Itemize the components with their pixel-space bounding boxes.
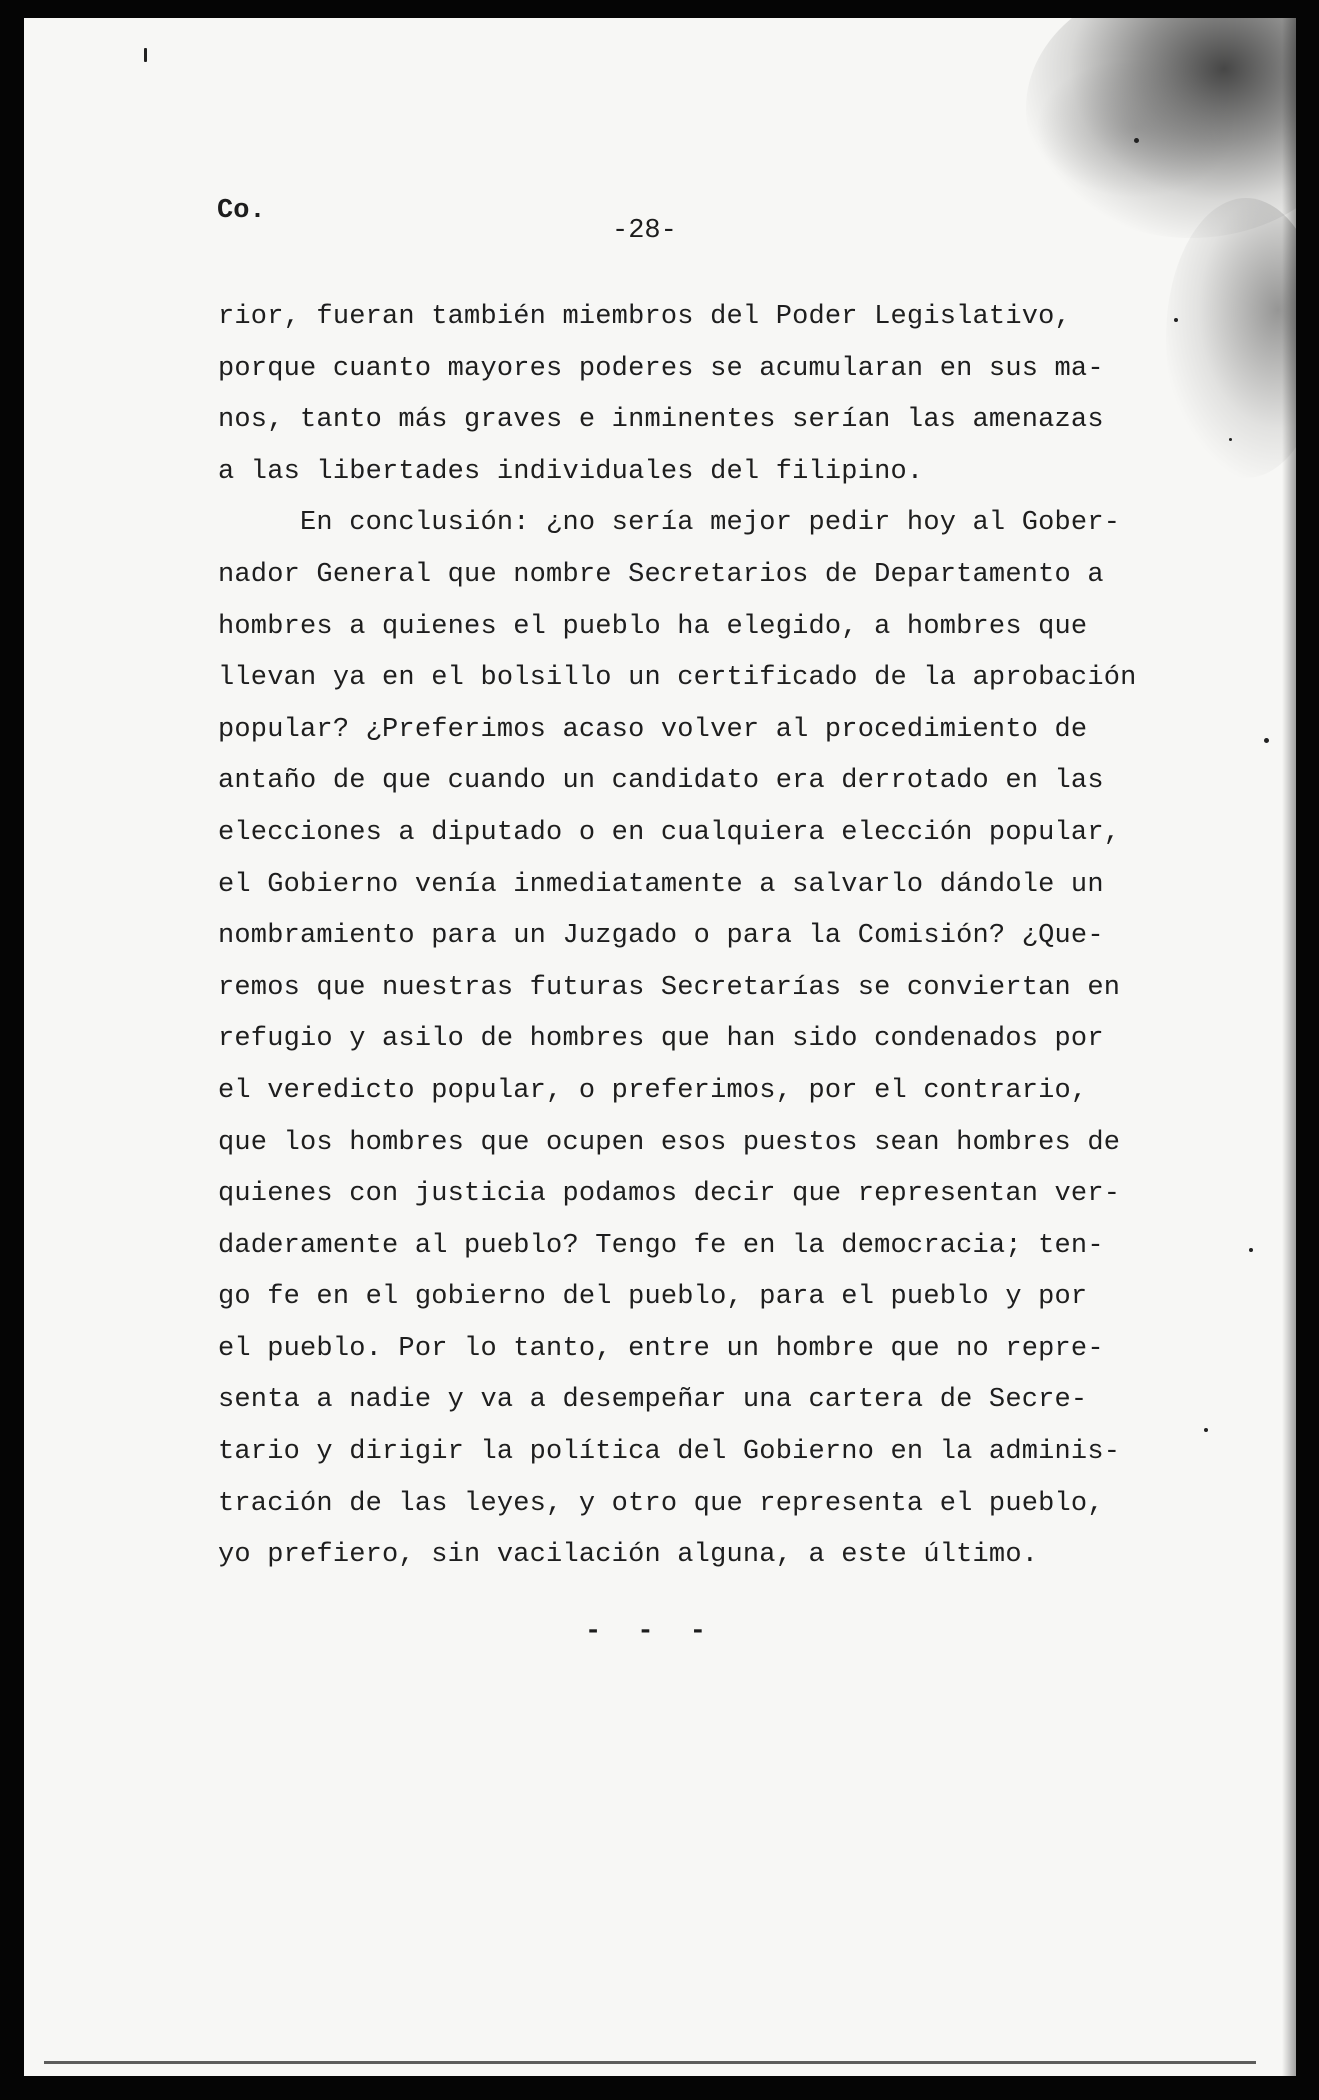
text-line: el veredicto popular, o preferimos, por el contrario, [218,1075,1088,1106]
text-line: elecciones a diputado o en cualquiera elección popular, [218,817,1121,848]
text-line: rior, fueran también miembros del Poder Legislativo, [218,302,1071,332]
text-line: remos que nuestras futuras Secretarías se conviertan en [218,972,1121,1003]
text-line: que los hombres que ocupen esos puestos sean hombres de [218,1127,1121,1158]
text-line: llevan ya en el bolsillo un certificado de la aprobación [218,663,1137,694]
text-line: tración de las leyes, y otro que representa el pueblo, [218,1488,1104,1519]
ink-speck [1134,138,1139,143]
text-line: popular? ¿Preferimos acaso volver al procedimiento de [218,714,1088,745]
ink-speck [144,48,147,62]
ink-speck [1204,1428,1208,1432]
page-number: -28- [612,216,677,246]
body-text [218,292,1198,1582]
ink-speck [1229,438,1232,441]
text-line: senta a nadie y va a desempeñar una cartera de Secre- [218,1385,1088,1416]
closing-mark: - - - [585,1617,717,1647]
text-line: porque cuanto mayores poderes se acumularan en sus ma- [218,353,1104,384]
corner-mark: Co. [217,196,266,226]
ink-speck [1264,738,1269,743]
text-line: yo prefiero, sin vacilación alguna, a este último. [218,1540,1039,1571]
text-line: refugio y asilo de hombres que han sido condenados por [218,1024,1104,1055]
text-line: tario y dirigir la política del Gobierno en la adminis- [218,1437,1121,1468]
text-line: En conclusión: ¿no sería mejor pedir hoy al Gober- [218,508,1121,539]
text-line: go fe en el gobierno del pueblo, para el pueblo y por [218,1282,1088,1313]
text-line: el pueblo. Por lo tanto, entre un hombre que no repre- [218,1333,1104,1364]
page-header [217,196,1197,246]
page-edge-shadow [1282,18,1296,2076]
text-line: hombres a quienes el pueblo ha elegido, a hombres que [218,611,1088,642]
text-line: el Gobierno venía inmediatamente a salvarlo dándole un [218,869,1104,900]
text-line: daderamente al pueblo? Tengo fe en la democracia; ten- [218,1230,1104,1261]
ink-speck [1249,1248,1253,1252]
text-line: nador General que nombre Secretarios de Departamento a [218,559,1104,590]
text-line: quienes con justicia podamos decir que representan ver- [218,1179,1121,1210]
text-line: a las libertades individuales del filipino. [218,456,924,487]
page-bottom-edge [44,2061,1256,2064]
text-line: antaño de que cuando un candidato era derrotado en las [218,766,1104,797]
text-line: nos, tanto más graves e inminentes serían las amenazas [218,405,1104,436]
ink-smudge [1036,58,1236,198]
text-line: nombramiento para un Juzgado o para la Comisión? ¿Que- [218,921,1104,952]
